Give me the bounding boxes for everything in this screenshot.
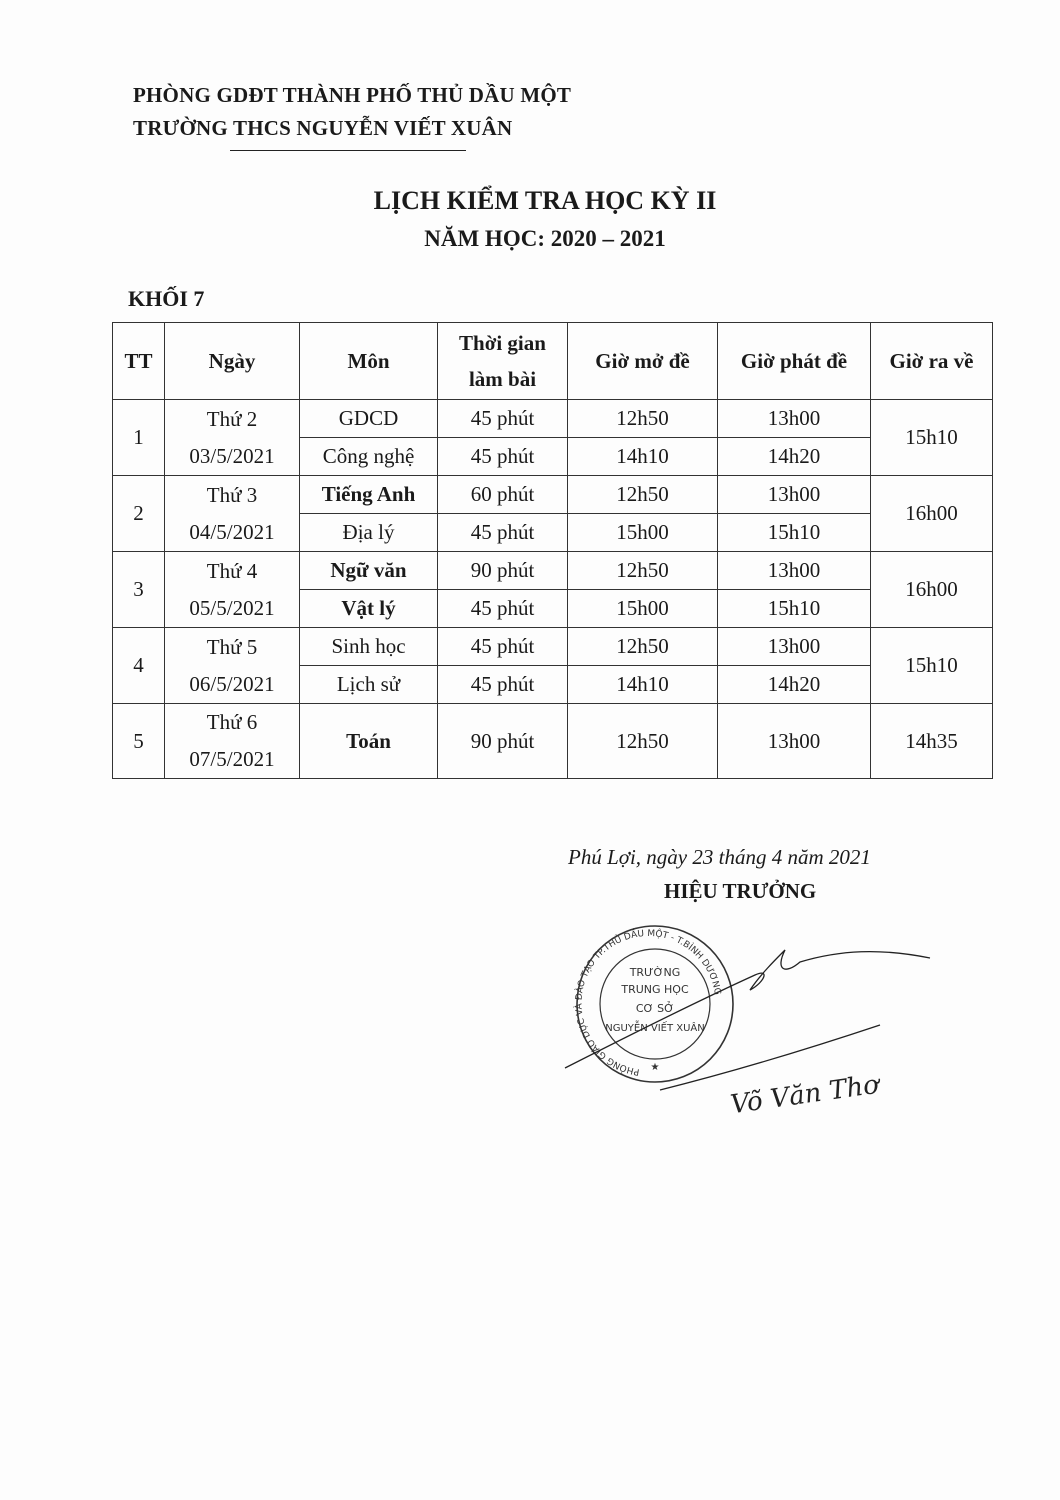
table-row (113, 628, 993, 666)
place-date: Phú Lợi, ngày 23 tháng 4 năm 2021 (568, 845, 871, 869)
cell-return-time: 15h10 (871, 400, 993, 476)
table-row (113, 704, 993, 779)
col-header-duration-line1: Thời gian (459, 331, 546, 355)
col-header-duration (438, 323, 568, 400)
cell-subject: Ngữ văn (300, 552, 438, 590)
cell-tt: 3 (113, 552, 165, 628)
header-divider (230, 150, 466, 151)
cell-open-time: 14h10 (568, 666, 718, 704)
cell-handout-time: 13h00 (718, 476, 871, 514)
cell-date (165, 476, 300, 552)
cell-weekday: Thứ 6 (206, 710, 258, 734)
cell-weekday: Thứ 3 (206, 482, 258, 507)
cell-handout-time: 13h00 (718, 704, 871, 779)
cell-duration: 90 phút (438, 552, 568, 590)
header-department: PHÒNG GDĐT THÀNH PHỐ THỦ DẦU MỘT (133, 83, 572, 107)
cell-duration: 45 phút (438, 628, 568, 666)
cell-date (165, 552, 300, 628)
school-year: NĂM HỌC: 2020 – 2021 (424, 226, 666, 251)
cell-open-time: 12h50 (568, 704, 718, 779)
table-header-row (113, 323, 993, 400)
cell-subject: GDCD (300, 400, 438, 438)
cell-tt: 1 (113, 400, 165, 476)
cell-return-time: 15h10 (871, 628, 993, 704)
cell-open-time: 15h00 (568, 514, 718, 552)
cell-return-time: 14h35 (871, 704, 993, 779)
cell-open-time: 12h50 (568, 476, 718, 514)
cell-date (165, 704, 300, 779)
cell-subject: Tiếng Anh (300, 476, 438, 514)
cell-return-time: 16h00 (871, 476, 993, 552)
cell-subject: Toán (300, 704, 438, 779)
cell-duration: 45 phút (438, 438, 568, 476)
cell-open-time: 14h10 (568, 438, 718, 476)
cell-subject: Công nghệ (300, 438, 438, 476)
cell-open-time: 12h50 (568, 552, 718, 590)
cell-subject: Lịch sử (300, 666, 438, 704)
cell-subject: Sinh học (300, 628, 438, 666)
seal-line-1: TRƯỜNG (629, 966, 681, 979)
cell-date-value: 07/5/2021 (189, 747, 275, 771)
col-header-tt: TT (113, 323, 165, 400)
exam-schedule-table (112, 322, 993, 779)
seal-line-3: CƠ SỞ (635, 1002, 675, 1015)
table-row (113, 400, 993, 438)
seal-ring-text: PHÒNG GIÁO DỤC VÀ ĐÀO TẠO TP.THỦ DẦU MỘT - T.BÌNH DƯƠNG (574, 928, 723, 1077)
cell-subject: Địa lý (300, 514, 438, 552)
cell-tt: 2 (113, 476, 165, 552)
cell-handout-time: 13h00 (718, 552, 871, 590)
col-header-duration-line2: làm bài (468, 367, 537, 391)
cell-duration: 60 phút (438, 476, 568, 514)
page-title: LỊCH KIỂM TRA HỌC KỲ II (373, 186, 717, 215)
cell-handout-time: 14h20 (718, 438, 871, 476)
table-row (113, 476, 993, 514)
cell-duration: 45 phút (438, 590, 568, 628)
cell-tt: 5 (113, 704, 165, 779)
cell-open-time: 12h50 (568, 400, 718, 438)
col-header-handout-time: Giờ phát đề (718, 323, 871, 400)
col-header-date: Ngày (165, 323, 300, 400)
signer-name: Võ Văn Thơ (728, 1069, 881, 1121)
signer-title: HIỆU TRƯỞNG (664, 879, 817, 903)
cell-open-time: 12h50 (568, 628, 718, 666)
col-header-subject: Môn (300, 323, 438, 400)
grade-label: KHỐI 7 (128, 286, 205, 311)
cell-date-value: 04/5/2021 (189, 519, 275, 544)
cell-date-value: 03/5/2021 (189, 443, 275, 468)
cell-date (165, 628, 300, 704)
cell-duration: 45 phút (438, 514, 568, 552)
seal-line-2: TRUNG HỌC (621, 983, 689, 996)
col-header-open-time: Giờ mở đề (568, 323, 718, 400)
cell-open-time: 15h00 (568, 590, 718, 628)
header-school: TRƯỜNG THCS NGUYỄN VIẾT XUÂN (133, 116, 513, 140)
table-row (113, 552, 993, 590)
cell-weekday: Thứ 2 (206, 406, 258, 431)
cell-duration: 45 phút (438, 666, 568, 704)
col-header-return-time: Giờ ra về (871, 323, 993, 400)
cell-duration: 45 phút (438, 400, 568, 438)
cell-date-value: 05/5/2021 (189, 595, 275, 620)
cell-date (165, 400, 300, 476)
cell-weekday: Thứ 4 (206, 558, 258, 583)
seal-star-icon: ★ (650, 1062, 660, 1073)
cell-duration: 90 phút (438, 704, 568, 779)
cell-handout-time: 15h10 (718, 590, 871, 628)
cell-tt: 4 (113, 628, 165, 704)
cell-handout-time: 13h00 (718, 400, 871, 438)
cell-handout-time: 13h00 (718, 628, 871, 666)
cell-handout-time: 14h20 (718, 666, 871, 704)
cell-date-value: 06/5/2021 (189, 671, 275, 696)
cell-return-time: 16h00 (871, 552, 993, 628)
cell-handout-time: 15h10 (718, 514, 871, 552)
cell-weekday: Thứ 5 (206, 634, 258, 659)
seal-line-4: NGUYỄN VIẾT XUÂN (605, 1023, 705, 1034)
cell-subject: Vật lý (300, 590, 438, 628)
